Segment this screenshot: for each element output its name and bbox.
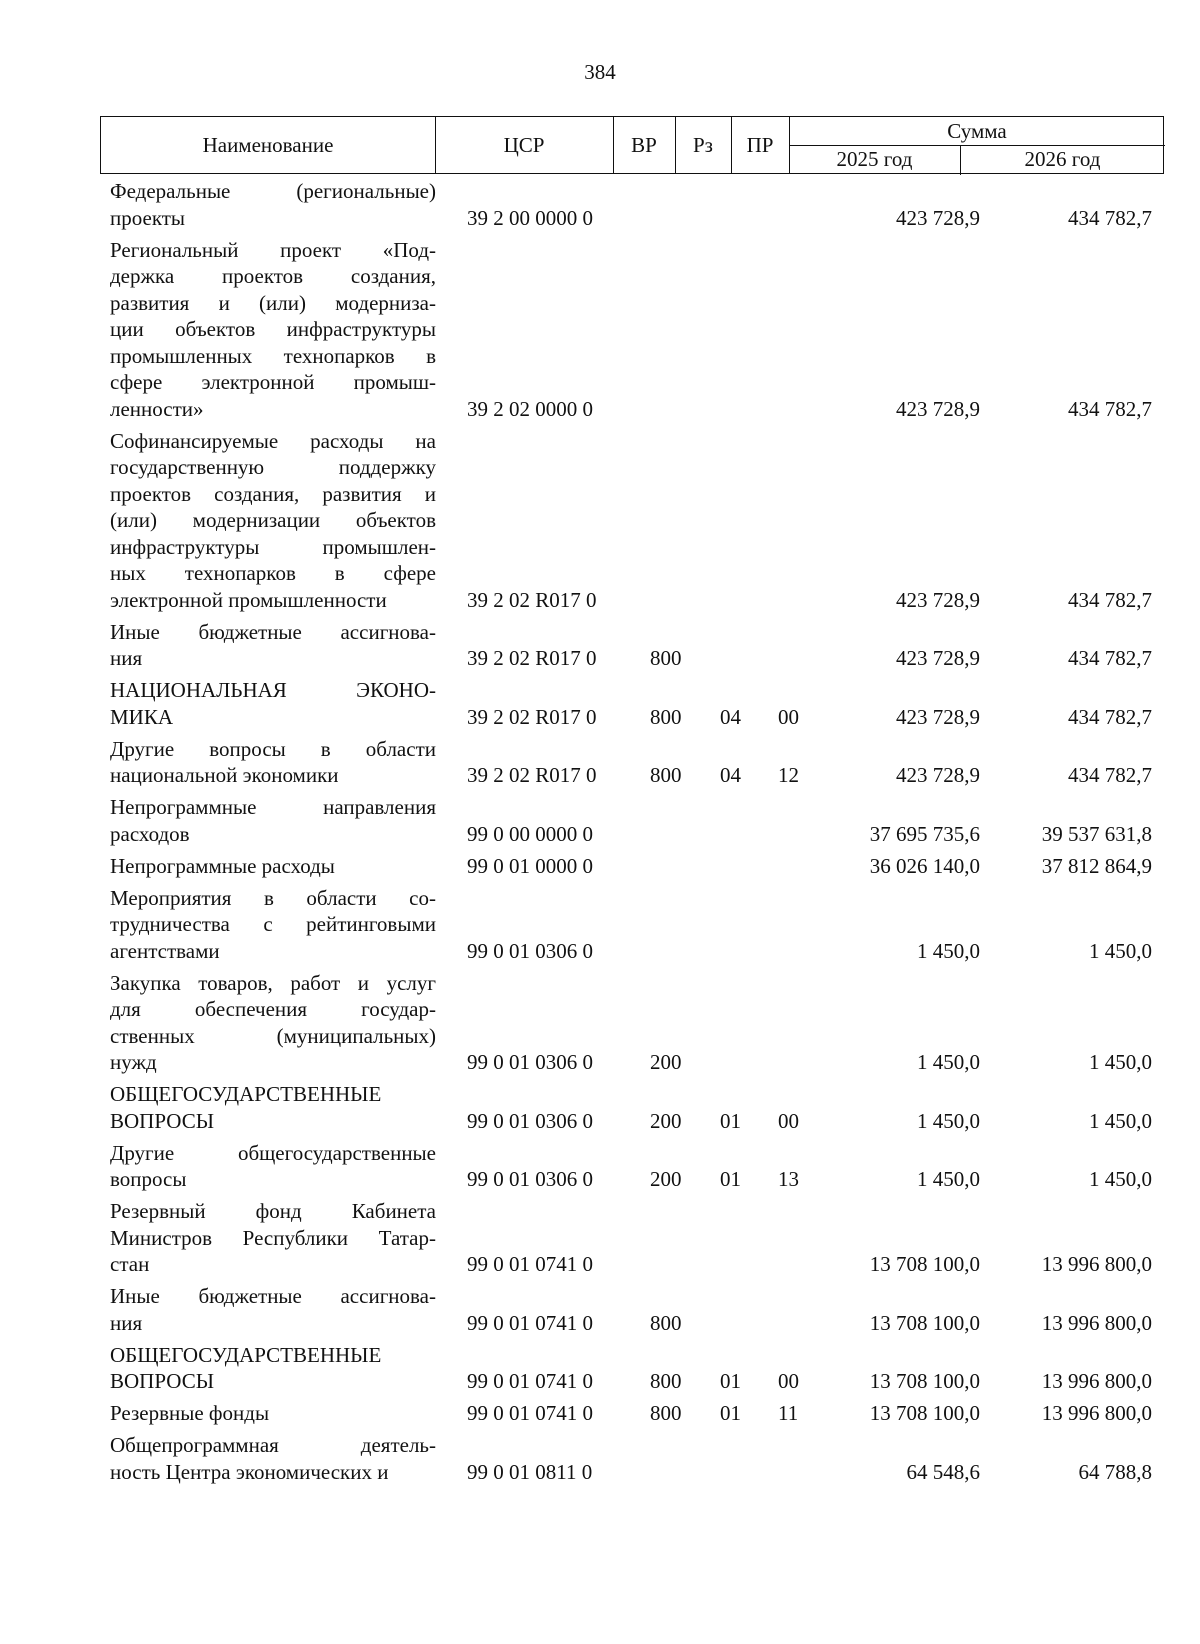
header-year-2025: 2025 год [836,147,913,171]
row-name-line: проекты [110,205,186,230]
row-name-line: Иные бюджетные ассигнова- [110,619,436,644]
row-name-line: Министров Республики Татар- [110,1225,436,1250]
page-number: 384 [584,60,616,84]
row-csr: 99 0 01 0306 0 [467,938,593,963]
table-row [0,794,1200,847]
row-name-line: НАЦИОНАЛЬНАЯ ЭКОНО- [110,678,436,702]
row-name-line: ственных (муниципальных) [110,1023,436,1048]
row-name-line: ОБЩЕГОСУДАРСТВЕННЫЕ [110,1082,382,1106]
row-sum-2026: 37 812 864,9 [1041,853,1152,878]
row-sum-2026: 434 782,7 [1068,704,1152,729]
row-sum-2025: 1 450,0 [917,1167,980,1191]
row-csr: 99 0 00 0000 0 [467,821,593,846]
row-name [110,178,436,231]
row-name-line: проектов создания, развития и [110,481,436,506]
row-vr: 200 [650,1167,682,1191]
table-row [0,736,1200,789]
row-sum-2026: 13 996 800,0 [1041,1252,1152,1276]
row-name [110,853,436,880]
row-name-line: трудничества с рейтинговыми [110,912,436,936]
row-name [110,1342,436,1395]
row-pr: 00 [778,1369,799,1393]
row-name-line: Федеральные (региональные) [110,179,436,203]
row-name-line: развития и (или) модерниза- [110,290,436,315]
row-vr: 200 [650,1050,682,1074]
row-csr: 39 2 02 R017 0 [467,763,597,787]
row-name [110,1140,436,1193]
row-sum-2025: 423 728,9 [896,205,980,230]
row-name [110,1283,436,1336]
row-name-line: национальной экономики [110,763,339,787]
table-header [100,116,1164,174]
row-rz: 01 [720,1108,741,1133]
row-sum-2025: 13 708 100,0 [869,1401,980,1425]
row-csr: 99 0 01 0306 0 [467,1108,593,1133]
row-rz: 04 [720,763,741,787]
row-sum-2026: 434 782,7 [1068,646,1152,670]
row-name-line: Резервный фонд Кабинета [110,1199,436,1223]
row-name-line: Непрограммные расходы [110,853,335,878]
row-name-line: вопросы [110,1167,187,1191]
row-name-line: Софинансируемые расходы на [110,428,436,453]
row-name-line: (или) модернизации объектов [110,508,436,532]
row-vr: 800 [650,1401,682,1425]
row-name-line: Мероприятия в области со- [110,885,436,910]
row-name [110,794,436,847]
row-sum-2026: 1 450,0 [1089,1108,1152,1133]
row-name-line: стан [110,1252,150,1276]
row-name-line: промышленных технопарков в [110,343,436,368]
header-csr: ЦСР [503,132,545,157]
row-pr: 11 [778,1401,799,1425]
row-name-line: нужд [110,1050,157,1074]
row-name-line: ния [110,1310,143,1335]
table-row [0,1283,1200,1336]
row-vr: 800 [650,704,682,729]
row-name-line: держка проектов создания, [110,264,436,288]
row-sum-2025: 423 728,9 [896,704,980,729]
table-row [0,428,1200,614]
row-vr: 800 [650,646,682,670]
row-sum-2025: 13 708 100,0 [869,1310,980,1335]
row-csr: 99 0 01 0741 0 [467,1401,593,1425]
table-row [0,1140,1200,1193]
header-pr: ПР [746,132,774,157]
row-name [110,619,436,672]
row-vr: 800 [650,1369,682,1393]
row-sum-2025: 423 728,9 [896,763,980,787]
row-name-line: Другие вопросы в области [110,736,436,761]
row-vr: 200 [650,1108,682,1133]
row-sum-2026: 1 450,0 [1089,1050,1152,1074]
row-name [110,237,436,423]
row-name-line: Региональный проект «Под- [110,237,436,262]
row-name-line: расходов [110,821,190,846]
row-name [110,677,436,730]
row-pr: 13 [778,1167,799,1191]
header-vr: ВР [631,132,657,157]
table-row [0,1198,1200,1278]
row-name-line: государственную поддержку [110,455,436,479]
row-name-line: ния [110,646,143,670]
row-sum-2026: 1 450,0 [1089,1167,1152,1191]
row-name-line: инфраструктуры промышлен- [110,534,436,559]
table-row [0,1432,1200,1485]
header-rz: Рз [693,132,713,157]
table-row [0,885,1200,965]
row-name [110,1400,436,1427]
header-year-2026: 2026 год [1024,147,1101,171]
row-name-line: ность Центра экономических и [110,1459,389,1484]
row-name [110,970,436,1076]
row-sum-2026: 13 996 800,0 [1041,1369,1152,1393]
row-name-line: сфере электронной промыш- [110,370,436,394]
row-sum-2026: 39 537 631,8 [1041,821,1152,846]
table-row [0,237,1200,423]
table-row [0,178,1200,231]
row-csr: 99 0 01 0741 0 [467,1252,593,1276]
row-sum-2025: 423 728,9 [896,587,980,612]
header-name: Наименование [202,132,334,157]
row-vr: 800 [650,763,682,787]
table-row [0,1081,1200,1134]
row-sum-2025: 64 548,6 [906,1459,980,1484]
row-csr: 39 2 00 0000 0 [467,205,593,230]
row-sum-2026: 13 996 800,0 [1041,1401,1152,1425]
row-name-line: Другие общегосударственные [110,1140,436,1165]
row-sum-2025: 13 708 100,0 [869,1369,980,1393]
row-sum-2026: 434 782,7 [1068,763,1152,787]
header-sum: Сумма [947,118,1007,143]
row-name [110,428,436,614]
row-sum-2025: 36 026 140,0 [869,853,980,878]
row-sum-2026: 434 782,7 [1068,205,1152,230]
row-vr: 800 [650,1310,682,1335]
row-name-line: ВОПРОСЫ [110,1369,215,1393]
row-name [110,1081,436,1134]
row-name-line: ции объектов инфраструктуры [110,317,436,341]
row-rz: 01 [720,1369,741,1393]
row-name-line: Непрограммные направления [110,795,436,819]
row-sum-2026: 434 782,7 [1068,587,1152,612]
row-sum-2026: 13 996 800,0 [1041,1310,1152,1335]
table-body [0,178,1200,1491]
row-rz: 04 [720,704,741,729]
table-row [0,853,1200,880]
row-csr: 39 2 02 R017 0 [467,587,597,612]
row-sum-2025: 37 695 735,6 [869,821,980,846]
row-name-line: МИКА [110,704,174,729]
row-sum-2026: 1 450,0 [1089,938,1152,963]
row-name-line: Общепрограммная деятель- [110,1433,436,1457]
row-sum-2025: 423 728,9 [896,396,980,421]
row-pr: 00 [778,1108,799,1133]
row-rz: 01 [720,1167,741,1191]
row-name-line: ВОПРОСЫ [110,1108,215,1133]
row-sum-2026: 434 782,7 [1068,396,1152,421]
table-row [0,1342,1200,1395]
row-name-line: ленности» [110,396,204,421]
row-csr: 39 2 02 0000 0 [467,396,593,421]
row-sum-2025: 423 728,9 [896,646,980,670]
row-sum-2025: 1 450,0 [917,1108,980,1133]
table-row [0,1400,1200,1427]
row-csr: 99 0 01 0306 0 [467,1050,593,1074]
row-name-line: агентствами [110,938,220,963]
row-pr: 00 [778,704,799,729]
row-name-line: Закупка товаров, работ и услуг [110,970,436,995]
row-rz: 01 [720,1401,741,1425]
row-name-line: Резервные фонды [110,1401,270,1425]
table-row [0,970,1200,1076]
row-name [110,1432,436,1485]
row-csr: 39 2 02 R017 0 [467,646,597,670]
row-csr: 99 0 01 0000 0 [467,853,593,878]
row-name-line: электронной промышленности [110,587,387,612]
row-csr: 99 0 01 0306 0 [467,1167,593,1191]
row-name-line: для обеспечения государ- [110,997,436,1021]
row-sum-2025: 13 708 100,0 [869,1252,980,1276]
row-pr: 12 [778,763,799,787]
row-sum-2025: 1 450,0 [917,1050,980,1074]
row-name-line: ных технопарков в сфере [110,561,436,585]
row-csr: 99 0 01 0741 0 [467,1369,593,1393]
row-name-line: ОБЩЕГОСУДАРСТВЕННЫЕ [110,1342,382,1367]
row-csr: 99 0 01 0741 0 [467,1310,593,1335]
row-sum-2025: 1 450,0 [917,938,980,963]
row-name [110,885,436,965]
row-csr: 99 0 01 0811 0 [467,1459,593,1484]
table-row [0,619,1200,672]
row-csr: 39 2 02 R017 0 [467,704,597,729]
row-sum-2026: 64 788,8 [1078,1459,1152,1484]
row-name-line: Иные бюджетные ассигнова- [110,1284,436,1308]
table-row [0,677,1200,730]
row-name [110,736,436,789]
row-name [110,1198,436,1278]
